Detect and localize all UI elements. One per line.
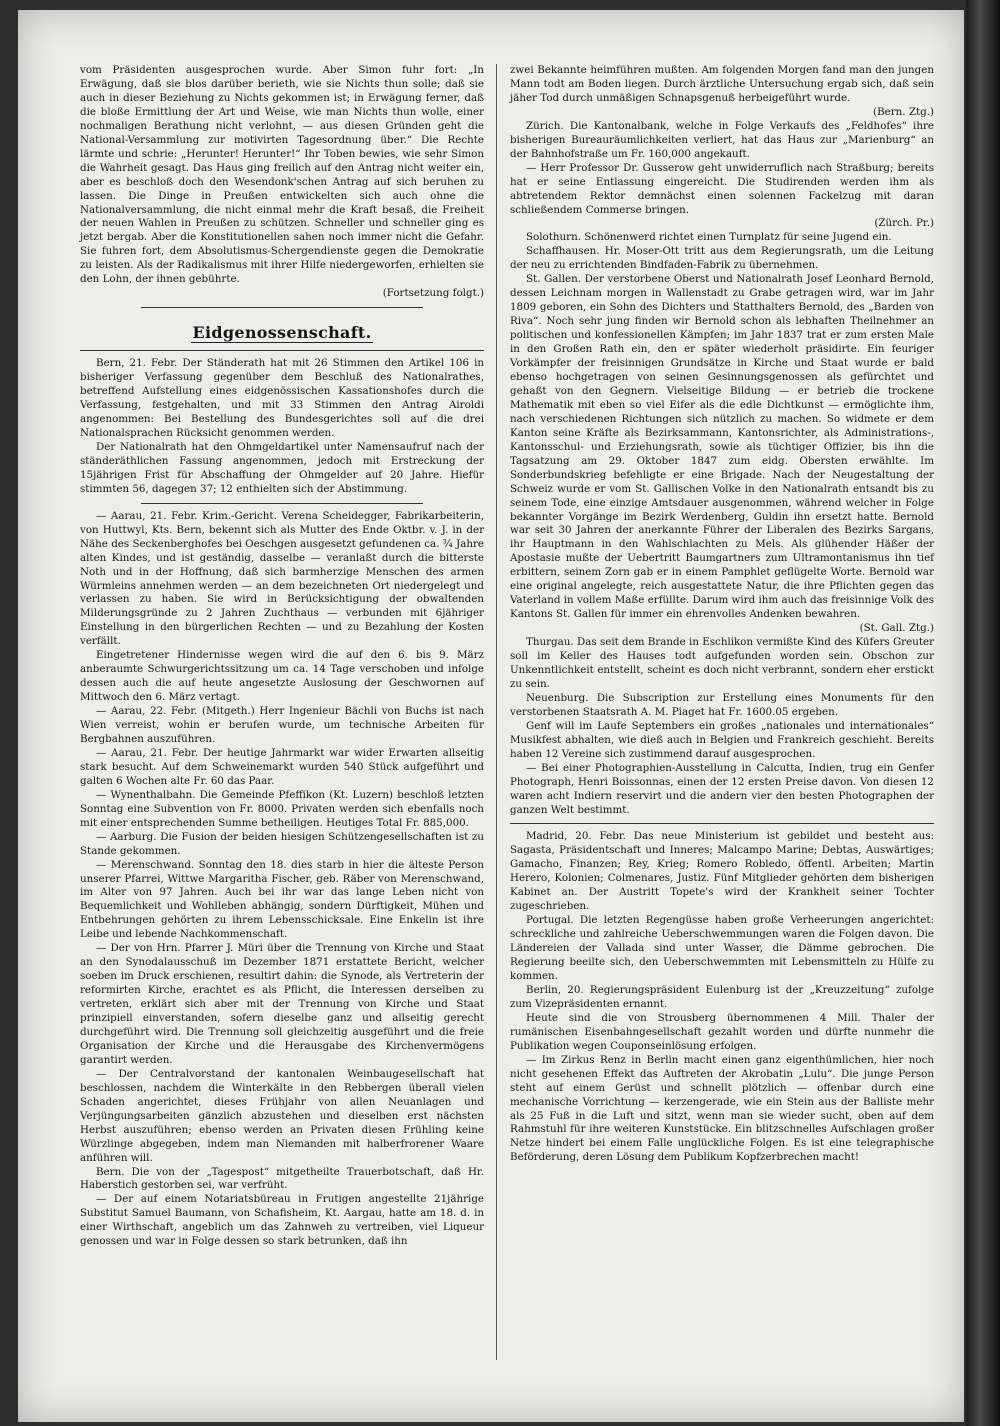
news-item: — Merenschwand. Sonntag den 18. dies starb in hier die älteste Person unserer Pfarrei, Wittwe Margaritha Fischer, geb. Räber von Merenschwand, im Alter von 97 Jahren. Auch bei ihr war das lange Leben nicht von Bequemlichkeit und Wohlleben abhängig, sondern Dürftigkeit, Mühen und Entbehrungen gehörten zu ihrem Lebensschicksale. Eine Enkelin ist ihre Leibe und lebende Nachkommenschaft. xyxy=(80,858,484,941)
news-item: Madrid, 20. Febr. Das neue Ministerium ist gebildet und besteht aus: Sagasta, Präsidentschaft und Inneres; Malcampo Marine; Debtas, Auswärtiges; Gamacho, Finanzen; Rey, Krieg; Romero Robledo, öffentl. Arbeiten; Martin Herero, Kolonien; Colmenares, Justiz. Fünf Mitglieder gehörten dem bisherigen Kabinet an. Der Austritt Topete's wird der Krankheit seiner Tochter zugeschrieben. xyxy=(510,830,934,913)
news-item: Neuenburg. Die Subscription zur Erstellung eines Monuments für den verstorbenen Staatsrath A. M. Piaget hat Fr. 1600.05 ergeben. xyxy=(510,691,934,718)
news-item: Berlin, 20. Regierungspräsident Eulenburg ist der „Kreuzzeitung“ zufolge zum Vizepräsidenten ernannt. xyxy=(510,983,934,1010)
left-column xyxy=(80,64,484,1249)
news-item: Bern, 21. Febr. Der Ständerath hat mit 26 Stimmen den Artikel 106 in bisheriger Verfassung gegenüber dem Beschluß des Nationalrathes, betreffend Aufstellung eines eidgenössischen Kassationshofes durch die Verfassung, festgehalten, und mit 33 Stimmen den Antrag Airoldi angenommen: Bei Bestellung des Bundesgerichtes soll auf die drei Nationalsprachen Rücksicht genommen werden. xyxy=(80,357,484,439)
news-item: Eingetretener Hindernisse wegen wird die auf den 6. bis 9. März anberaumte Schwurgerichtssitzung um ca. 14 Tage verschoben und infolge dessen auch die auf heute angesetzte Auslosung der Geschwornen auf Mittwoch den 6. März vertagt. xyxy=(80,649,484,704)
news-item: — Aarau, 22. Febr. (Mitgeth.) Herr Ingenieur Bächli von Buchs ist nach Wien verreist, wohin er berufen wurde, um technische Arbeiten für Bergbahnen auszuführen. xyxy=(80,705,484,745)
news-item: — Aarburg. Die Fusion der beiden hiesigen Schützengesellschaften ist zu Stande gekommen. xyxy=(80,830,484,857)
news-item: — Der von Hrn. Pfarrer J. Müri über die Trennung von Kirche und Staat an den Synodalausschuß im Dezember 1871 erstattete Bericht, welcher soeben im Druck erschienen, resultirt dahin: die Synode, als Vertreterin der reformirten Kirche, erachtet es als Pflicht, die Interessen derselben zu vertreten, erklärt sich aber mit der Trennung von Kirche und Staat prinzipiell einverstanden, sofern dieselbe ganz und allseitig gerecht durchgeführt wird. Die Trennung soll gleichzeitig ausgeführt und die freie Organisation der Kirche und die Herausgabe des Kirchenvermögens garantirt werden. xyxy=(80,942,484,1066)
news-item: — Wynenthalbahn. Die Gemeinde Pfeffikon (Kt. Luzern) beschloß letzten Sonntag eine Subvention von Fr. 8000. Privaten werden sich ebenfalls noch mit einer entsprechenden Summe betheiligen. Heutiges Total Fr. 885,000. xyxy=(80,788,484,829)
continued-note: (Fortsetzung folgt.) xyxy=(382,287,484,300)
source-note: (Zürch. Pr.) xyxy=(874,217,934,230)
news-item: Genf will im Laufe Septembers ein großes „nationales und internationales“ Musikfest abhalten, wie dieß auch in Belgien und Frankreich geschieht. Bereits haben 12 Vereine sich zustimmend darauf ausgesprochen. xyxy=(510,719,934,760)
news-item: — Herr Professor Dr. Gusserow geht unwiderruflich nach Straßburg; bereits hat er seine Entlassung eingereicht. Die Studirenden werden ihm als abtretendem Rektor demnächst einen solennen Fackelzug mit daran schließendem Commerse bringen. xyxy=(510,161,934,216)
separator xyxy=(80,350,484,351)
article-continuation: vom Präsidenten ausgesprochen wurde. Aber Simon fuhr fort: „In Erwägung, daß sie blos darüber berieth, wie sie Nichts thun solle; daß sie auch in dieser Beziehung zu Nichts gekommen ist; in Erwägung ferner, daß die bloße Ermittlung der Art und Weise, wie man Nichts thun wolle, einer nochmaligen Berathung nicht verlohnt, — aus diesen Gründen geht die National-Versammlung zur motivirten Tagesordnung über.“ Die Rechte lärmte und schrie: „Herunter! Herunter!“ Ihr Toben bewies, wie sehr Simon die Wahrheit gesagt. Das Haus ging freilich auf den Antrag nicht weiter ein, aber es beschloß doch den Wesendonk'schen Antrag auf sich beruhen zu lassen. Die Dinge in Preußen entwickelten sich auch ohne die Nationalversammlung, die nicht einmal mehr die Kraft besaß, die Freiheit der neuen Wahlen in Preußen zu schützen. Schneller und schneller ging es jetzt bergab. Aber die Konstitutionellen sahen noch immer nicht die Gefahr. Sie fuhren fort, dem Absolutismus-Schergendienste gegen die Demokratie zu leisten. Als der Radikalismus mit ihrer Hilfe niedergeworfen, erhielten sie den Lohn, der ihnen gebührte. xyxy=(80,64,484,286)
news-item: Der Nationalrath hat den Ohmgeldartikel unter Namensaufruf nach der ständeräthlichen Fassung angenommen, jedoch mit Erstreckung der 15jährigen Frist für Abschaffung der Ohmgelder auf 20 Jahre. Hiefür stimmten 56, dagegen 37; 12 enthielten sich der Abstimmung. xyxy=(80,440,484,495)
news-item: — Der Centralvorstand der kantonalen Weinbaugesellschaft hat beschlossen, nachdem die Winterkälte in den Rebbergen überall vielen Schaden angerichtet, dieses Frühjahr von allen Neuanlagen und Verjüngungsarbeiten gänzlich abzustehen und dieselben erst nächsten Herbst auszuführen; ebenso werden an Privaten diesen Frühling keine Würzlinge abgegeben, indem man Niemanden mit halberfrorener Waare anführen will. xyxy=(80,1067,484,1164)
separator xyxy=(141,307,424,308)
news-item: Solothurn. Schönenwerd richtet einen Turnplatz für seine Jugend ein. xyxy=(526,231,892,244)
source-note: (St. Gall. Ztg.) xyxy=(859,622,934,635)
separator xyxy=(510,823,934,824)
news-item: — Aarau, 21. Febr. Krim.-Gericht. Verena Scheidegger, Fabrikarbeiterin, von Huttwyl, Kts. Bern, bekennt sich als Mutter des Ende Oktbr. v. J. in der Nähe des Seckenberghofes bei Oeschgen ausgesetzt gefundenen ca. ¾ Jahre alten Kindes, und ist geständig, dasselbe — veranlaßt durch die bitterste Noth und in der Hoffnung, daß sich barmherzige Menschen des armen Würmleins annehmen werden — an dem bezeichneten Ort niedergelegt und verlassen zu haben. Sie wird in Berücksichtigung der obwaltenden Milderungsgründe zu 2 Jahren Zuchthaus — verbunden mit 6jähriger Einstellung in den bürgerlichen Rechten — und zu Bezahlung der Kosten verfällt. xyxy=(80,509,484,648)
section-title: Eidgenossenschaft. xyxy=(192,323,372,343)
book-spine-edge xyxy=(966,0,1000,1426)
news-item: Schaffhausen. Hr. Moser-Ott tritt aus dem Regierungsrath, um die Leitung der neu zu errichtenden Bindfaden-Fabrik zu übernehmen. xyxy=(510,245,934,272)
news-item: Portugal. Die letzten Regengüsse haben große Verheerungen angerichtet: schreckliche und zahlreiche Ueberschwemmungen waren die Folgen davon. Die Ländereien der Vallada sind unter Wasser, die Dämme gebrochen. Die Regierung beeilte sich, den Ueberschwemmten mit Lebensmitteln zu Hülfe zu kommen. xyxy=(510,914,934,982)
news-item: zwei Bekannte heimführen mußten. Am folgenden Morgen fand man den jungen Mann todt am Boden liegen. Durch ärztliche Untersuchung ergab sich, daß sein jäher Tod durch unmäßigen Schnapsgenuß herbeigeführt wurde. xyxy=(510,64,934,104)
news-item: Heute sind die von Strousberg übernommenen 4 Mill. Thaler der rumänischen Eisenbahngesellschaft gezahlt worden und dürfte nunmehr die Publikation wegen Couponseinlösung erfolgen. xyxy=(510,1011,934,1052)
news-item: — Der auf einem Notariatsbüreau in Frutigen angestellte 21jährige Substitut Samuel Baumann, von Schafisheim, Kt. Aargau, hatte am 18. d. in einer Wirthschaft, angeblich um das Zahnweh zu vertreiben, viel Liqueur genossen und war in Folge dessen so stark betrunken, daß ihn xyxy=(80,1193,484,1248)
newspaper-page xyxy=(18,10,964,1422)
news-item: Zürich. Die Kantonalbank, welche in Folge Verkaufs des „Feldhofes“ ihre bisherigen Bureauräumlichkeiten verliert, hat das Haus zur „Marienburg“ an der Bahnhofstraße um Fr. 160,000 angekauft. xyxy=(510,119,934,160)
right-column xyxy=(510,64,934,1165)
news-item: Bern. Die von der „Tagespost“ mitgetheilte Trauerbotschaft, daß Hr. Haberstich gestorben sei, war verfrüht. xyxy=(80,1165,484,1192)
column-divider xyxy=(496,64,497,1360)
news-item: — Aarau, 21. Febr. Der heutige Jahrmarkt war wider Erwarten allseitig stark besucht. Auf dem Schweinemarkt wurden 540 Stück aufgeführt und galten 6 Wochen alte Fr. 60 das Paar. xyxy=(80,746,484,787)
separator xyxy=(141,503,424,504)
news-item: St. Gallen. Der verstorbene Oberst und Nationalrath Josef Leonhard Bernold, dessen Leichnam morgen in Wallenstadt zu Grabe getragen wird, war im Jahr 1809 geboren, ein Sohn des Dichters und Statthalters Bernold, des „Barden von Riva“. Noch sehr jung finden wir Bernold schon als lebhaften Theilnehmer an politischen und konfessionellen Kämpfen; im Jahr 1837 trat er zum ersten Male in den Großen Rath ein, den er später wiederholt präsidirte. Ein feuriger Vorkämpfer der freisinnigen Grundsätze in Kirche und Staat wurde er bald ebenso hochgetragen von seinen Gesinnungsgenossen als gefürchtet und gehaßt von den Gegnern. Vielseitige Bildung — er betrieb die trockene Mathematik mit eben so viel Eifer als die edle Dichtkunst — ermöglichte ihm, nach verschiedenen Richtungen sich nützlich zu machen. So widmete er dem Kanton seine Kräfte als Bezirksammann, Kantonsrichter, als Administrations-, Kantonsschul- und Erziehungsrath, sowie als tüchtiger Offizier, bis ihn die Tagsatzung am 29. Oktober 1847 zum eidg. Obersten erwählte. Im Sonderbundskrieg befehligte er eine Brigade. Nach der Neugestaltung der Schweiz wurde er vom St. Gallischen Volke in den Nationalrath entsandt bis zu seinem Tode, eine einzige Amtsdauer ausgenommen, während welcher in Folge bekannter Vorgänge im Bezirk Werdenberg, Guldin ihn ersetzt hatte. Bernold war seit 30 Jahren der anerkannte Führer der Liberalen des Bezirks Sargans, ihr Hauptmann in den Wahlschlachten zu Mels. Als glühender Häßer der Apostasie mußte der Uebertritt Baumgartners zum Ultramontanismus ihn tief erbittern, seinem Zorn gab er in einem Pamphlet geflügelte Worte. Bernold war eine original angelegte, reich ausgestattete Natur, die ihre Pflichten gegen das Vaterland in vollem Maße erfüllte. Darum wird ihm auch das freisinnige Volk des Kantons St. Gallen für immer ein ehrenvolles Andenken bewahren. xyxy=(510,273,934,621)
news-item: — Im Zirkus Renz in Berlin macht einen ganz eigenthümlichen, hier noch nicht gesehenen Effekt das Auftreten der Akrobatin „Lulu“. Die junge Person steht auf einem Gerüst und schnellt plötzlich — offenbar durch eine mechanische Vorrichtung — kerzengerade, wie ein Stein aus der Balliste mehr als 25 Fuß in die Luft und sitzt, wenn man sie wieder sucht, oben auf dem Rahmstuhl für ihre weiteren Kunststücke. Ein blitzschnelles Aufschlagen großer Netze hindert bei einem Falle unglückliche Folgen. Es ist eine telegraphische Beförderung, deren Lösung dem Publikum Kopfzerbrechen macht! xyxy=(510,1053,934,1164)
source-note: (Bern. Ztg.) xyxy=(873,105,934,118)
news-item: Thurgau. Das seit dem Brande in Eschlikon vermißte Kind des Küfers Greuter soll im Keller des Hauses todt aufgefunden worden sein. Obschon zur Unkenntlichkeit entstellt, scheint es doch nicht verbrannt, sondern eher erstickt zu sein. xyxy=(510,636,934,690)
news-item: — Bei einer Photographien-Ausstellung in Calcutta, Indien, trug ein Genfer Photograph, Henri Boissonnas, einen der 12 ersten Preise davon. Von diesen 12 waren acht Indiern reservirt und die andern vier den besten Photographen der ganzen Welt bestimmt. xyxy=(510,761,934,816)
